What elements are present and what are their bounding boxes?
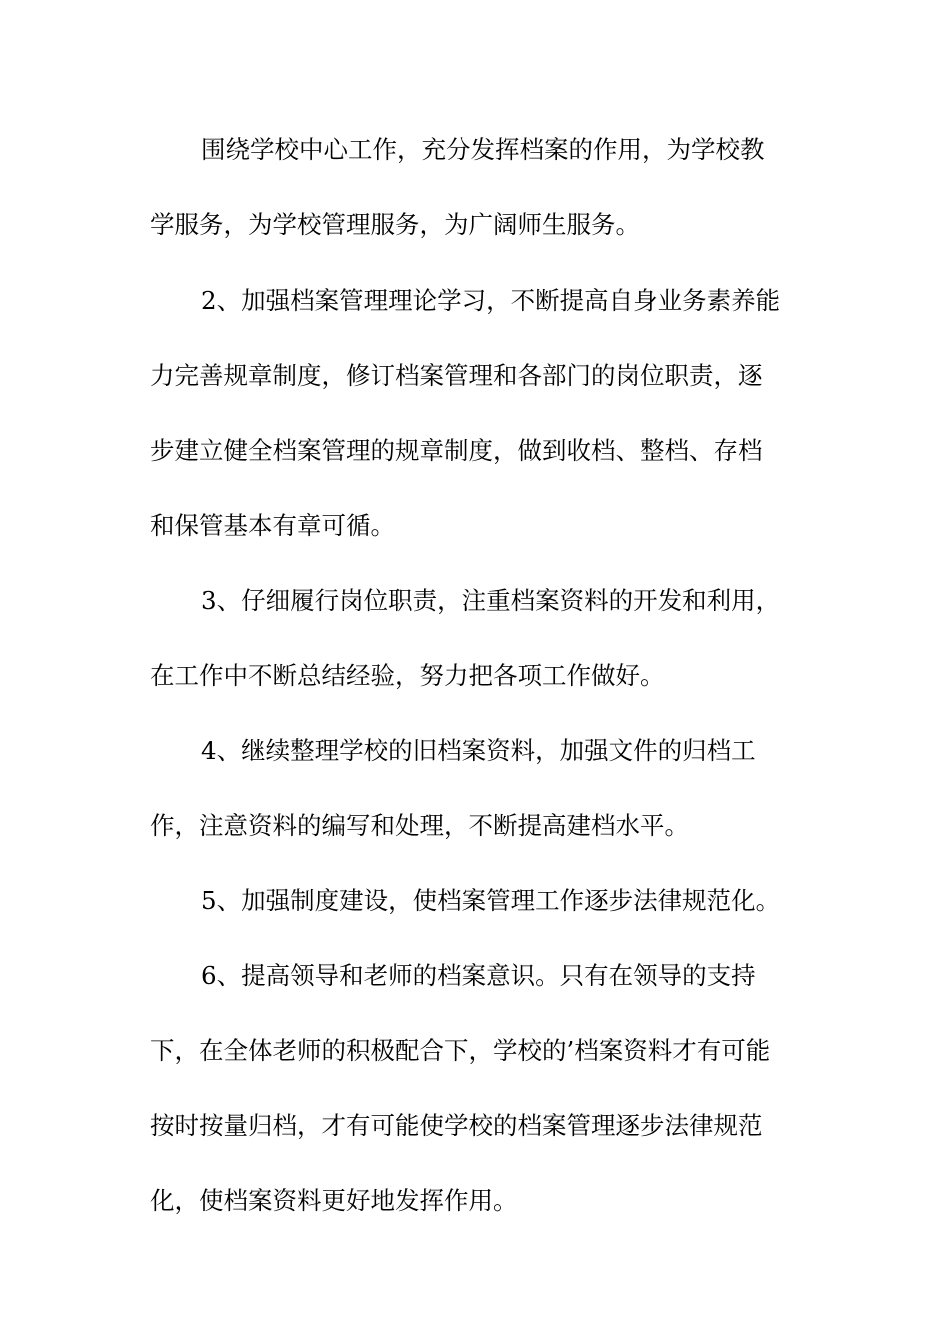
paragraph-6-line-2: 下，在全体老师的积极配合下，学校的’档案资料才有可能 <box>150 1036 771 1065</box>
paragraph-6-line-4: 化，使档案资料更好地发挥作用。 <box>150 1186 518 1215</box>
paragraph-2-line-3: 步建立健全档案管理的规章制度，做到收档、整档、存档 <box>150 436 763 465</box>
paragraph-5-line-1: 5、加强制度建设，使档案管理工作逐步法律规范化。 <box>201 886 781 915</box>
paragraph-2-line-2: 力完善规章制度，修订档案管理和各部门的岗位职责，逐 <box>150 361 763 390</box>
paragraph-2-line-1: 2、加强档案管理理论学习，不断提高自身业务素养能 <box>201 286 781 315</box>
paragraph-1-line-1: 围绕学校中心工作，充分发挥档案的作用，为学校教 <box>201 135 765 164</box>
paragraph-4-line-1: 4、继续整理学校的旧档案资料，加强文件的归档工 <box>201 736 756 765</box>
paragraph-3-line-2: 在工作中不断总结经验，努力把各项工作做好。 <box>150 661 665 690</box>
paragraph-6-line-1: 6、提高领导和老师的档案意识。只有在领导的支持 <box>201 961 756 990</box>
paragraph-3-line-1: 3、仔细履行岗位职责，注重档案资料的开发和利用， <box>201 586 781 615</box>
paragraph-4-line-2: 作，注意资料的编写和处理，不断提高建档水平。 <box>150 811 689 840</box>
paragraph-6-line-3: 按时按量归档，才有可能使学校的档案管理逐步法律规范 <box>150 1111 763 1140</box>
paragraph-2-line-4: 和保管基本有章可循。 <box>150 511 395 540</box>
paragraph-1-line-2: 学服务，为学校管理服务，为广阔师生服务。 <box>150 210 640 239</box>
